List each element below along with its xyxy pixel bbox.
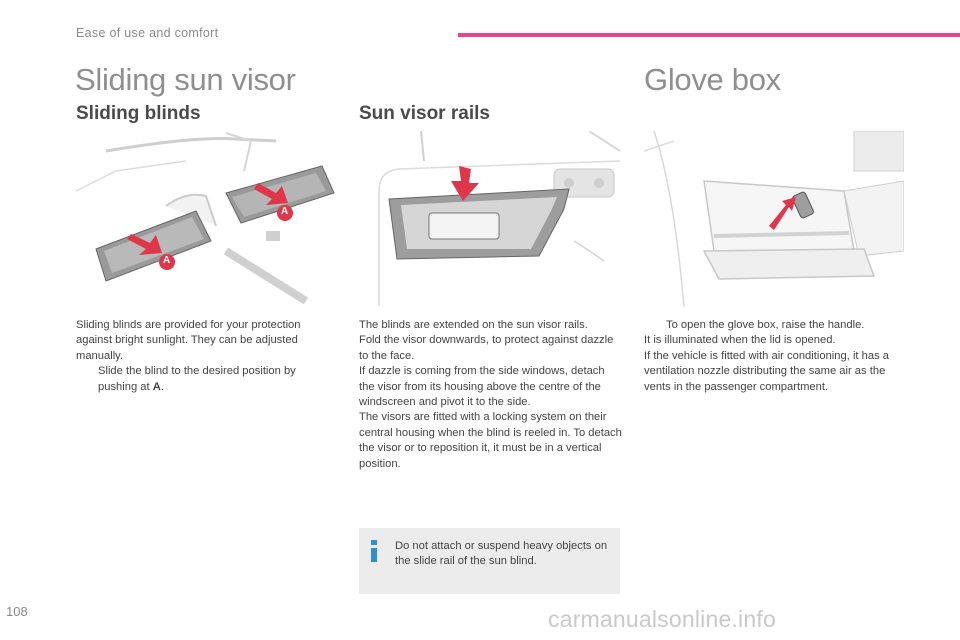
bullet-mark xyxy=(76,364,98,395)
header-accent-bar xyxy=(458,33,960,37)
heading-sliding-blinds: Sliding blinds xyxy=(76,103,201,124)
bullet-text: To open the glove box, raise the handle. xyxy=(666,319,865,331)
bullet-text: Slide the blind to the desired position by pushing at xyxy=(98,365,296,393)
glove-box-paragraph: It is illuminated when the lid is opened. xyxy=(644,334,836,347)
info-box xyxy=(359,528,620,594)
bullet-end: . xyxy=(160,380,164,393)
glove-box-bullet xyxy=(644,318,906,333)
callout-a-lower: A xyxy=(163,255,171,266)
sliding-blinds-bullet xyxy=(76,364,330,395)
section-label: Ease of use and comfort xyxy=(76,26,219,40)
info-icon xyxy=(367,540,381,562)
bullet-mark xyxy=(644,318,666,333)
watermark: carmanualsonline.info xyxy=(548,606,776,632)
glove-box-text xyxy=(644,318,906,395)
rails-paragraph: If dazzle is coming from the side windows, detach the visor from its housing above the centre of the windscreen and pivot it to the side. xyxy=(359,365,605,409)
sun-visor-rails-illustration xyxy=(359,131,620,307)
rails-paragraph: The visors are fitted with a locking system on their central housing when the blind is reeled in. To detach the visor or to reposition it, it must be in a vertical position. xyxy=(359,411,622,470)
sliding-blinds-illustration xyxy=(76,131,336,307)
page-title-sliding-sun-visor: Sliding sun visor xyxy=(75,62,296,97)
info-text: Do not attach or suspend heavy objects on the slide rail of the sun blind. xyxy=(395,540,608,568)
rails-paragraph: Fold the visor downwards, to protect against dazzle to the face. xyxy=(359,334,614,362)
heading-sun-visor-rails: Sun visor rails xyxy=(359,103,490,124)
rails-paragraph: The blinds are extended on the sun visor rails. xyxy=(359,319,588,331)
sliding-blinds-text xyxy=(76,318,330,395)
bullet-bold-a: A xyxy=(152,380,161,393)
sliding-blinds-intro: Sliding blinds are provided for your protection against bright sunlight. They can be adjusted manually. xyxy=(76,319,301,362)
sun-visor-rails-text xyxy=(359,318,623,472)
callout-a-upper: A xyxy=(281,206,289,217)
glove-box-paragraph: If the vehicle is fitted with air conditioning, it has a ventilation nozzle distributing the same air as the vents in the passenger compartment. xyxy=(644,349,890,393)
glove-box-illustration xyxy=(644,131,904,307)
page-title-glove-box: Glove box xyxy=(644,62,781,97)
page-number: 108 xyxy=(6,604,28,619)
